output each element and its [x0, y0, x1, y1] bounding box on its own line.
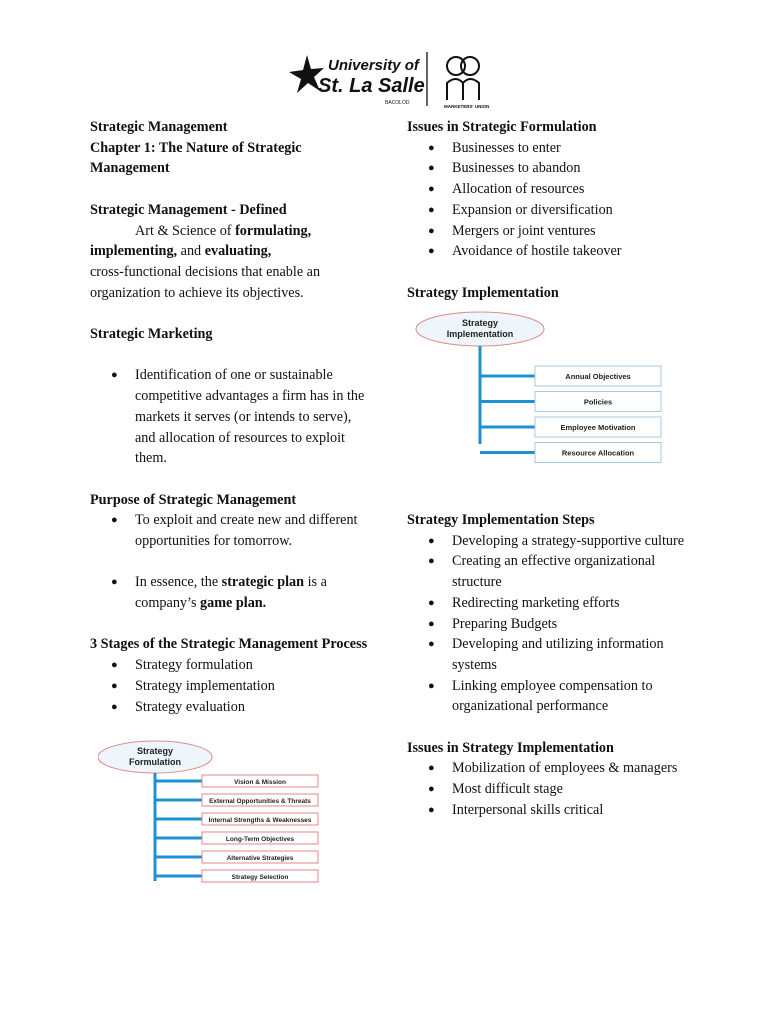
list-item: ● Mobilization of employees & managers — [407, 758, 697, 779]
diagram-box-label: Resource Allocation — [561, 448, 635, 458]
list-item: ● Avoidance of hostile takeover — [407, 241, 697, 262]
steps-list — [407, 531, 697, 717]
list-item: ● Strategy evaluation — [90, 697, 370, 718]
diagram-box-label: Policies — [583, 397, 613, 407]
header-logo — [284, 48, 509, 110]
marketing-list — [90, 365, 370, 469]
chapter-title-line2: Management — [90, 160, 170, 177]
issues-formulation-heading: Issues in Strategic Formulation — [407, 119, 597, 135]
diagram-box-label: Strategy Selection — [231, 874, 289, 882]
purpose-heading: Purpose of Strategic Management — [90, 491, 297, 508]
formulation-root-line1: Strategy — [136, 746, 174, 757]
implementation-root-line2: Implementation — [446, 329, 514, 340]
purpose-list — [90, 510, 370, 551]
right-column — [407, 117, 697, 821]
list-item: ● Developing a strategy-supportive culture — [407, 531, 697, 552]
logo-sub: BACOLOD — [385, 100, 410, 106]
diagram-box-label: Employee Motivation — [560, 423, 636, 433]
defined-heading: Strategic Management - Defined — [90, 201, 287, 218]
diagram-box-label: Annual Objectives — [565, 372, 631, 382]
union-logo-icon — [447, 57, 479, 100]
stages-list — [90, 655, 370, 717]
marketing-heading: Strategic Marketing — [90, 326, 213, 342]
list-item: ● Interpersonal skills critical — [407, 800, 697, 821]
purpose-bullet-2: ● In essence, the strategic plan is a company’s game plan. — [90, 572, 370, 613]
defined-line2: implementing, and evaluating, — [90, 243, 272, 260]
implementation-heading: Strategy Implementation — [407, 284, 559, 301]
list-item: ● Linking employee compensation to organizational performance — [407, 676, 697, 717]
formulation-root-line2: Formulation — [129, 757, 181, 768]
list-item: ● Allocation of resources — [407, 179, 697, 200]
doc-title: Strategic Management — [90, 119, 228, 135]
steps-heading: Strategy Implementation Steps — [407, 512, 595, 529]
diagram-box-label: Alternative Strategies — [226, 855, 294, 863]
formulation-diagram — [98, 739, 370, 906]
diagram-box-label: External Opportunities & Threats — [209, 798, 311, 806]
list-item: ● Creating an effective organizational structure — [407, 551, 697, 592]
logo-line1: University of — [328, 57, 419, 74]
logo-line2: St. La Salle — [318, 75, 425, 97]
union-label: MARKETERS' UNION — [444, 104, 490, 109]
defined-line4: organization to achieve its objectives. — [90, 284, 304, 301]
defined-line3: cross-functional decisions that enable an — [90, 263, 321, 280]
list-item: ● Preparing Budgets — [407, 614, 697, 635]
issues-implementation-list — [407, 758, 697, 820]
list-item: ● Developing and utilizing information systems — [407, 634, 697, 675]
purpose-list-2 — [90, 572, 370, 613]
list-item: ● Strategy implementation — [90, 676, 370, 697]
implementation-root-line1: Strategy — [461, 318, 499, 329]
issues-formulation-list — [407, 138, 697, 262]
diagram-box-label: Internal Strengths & Weaknesses — [208, 817, 312, 825]
issues-implementation-heading: Issues in Strategy Implementation — [407, 739, 614, 756]
marketing-bullet: ● Identification of one or sustainable competitive advantages a firm has in the markets it serves (or intends to serve), and allocation of resources to exploit them. — [90, 365, 370, 469]
list-item: ● Businesses to enter — [407, 138, 697, 159]
defined-line1: Art & Science of formulating, — [135, 222, 312, 239]
implementation-diagram — [415, 311, 697, 476]
chapter-title-line1: Chapter 1: The Nature of Strategic — [90, 139, 302, 156]
stages-heading: 3 Stages of the Strategic Management Process — [90, 636, 368, 653]
list-item: ● Mergers or joint ventures — [407, 221, 697, 242]
list-item: ● Strategy formulation — [90, 655, 370, 676]
list-item: ● Expansion or diversification — [407, 200, 697, 221]
diagram-box-label: Long-Term Objectives — [225, 836, 295, 844]
left-column — [90, 117, 370, 906]
list-item: ● Businesses to abandon — [407, 158, 697, 179]
diagram-box-label: Vision & Mission — [234, 779, 286, 787]
purpose-bullet-1: ● To exploit and create new and different opportunities for tomorrow. — [90, 510, 370, 551]
list-item: ● Redirecting marketing efforts — [407, 593, 697, 614]
list-item: ● Most difficult stage — [407, 779, 697, 800]
